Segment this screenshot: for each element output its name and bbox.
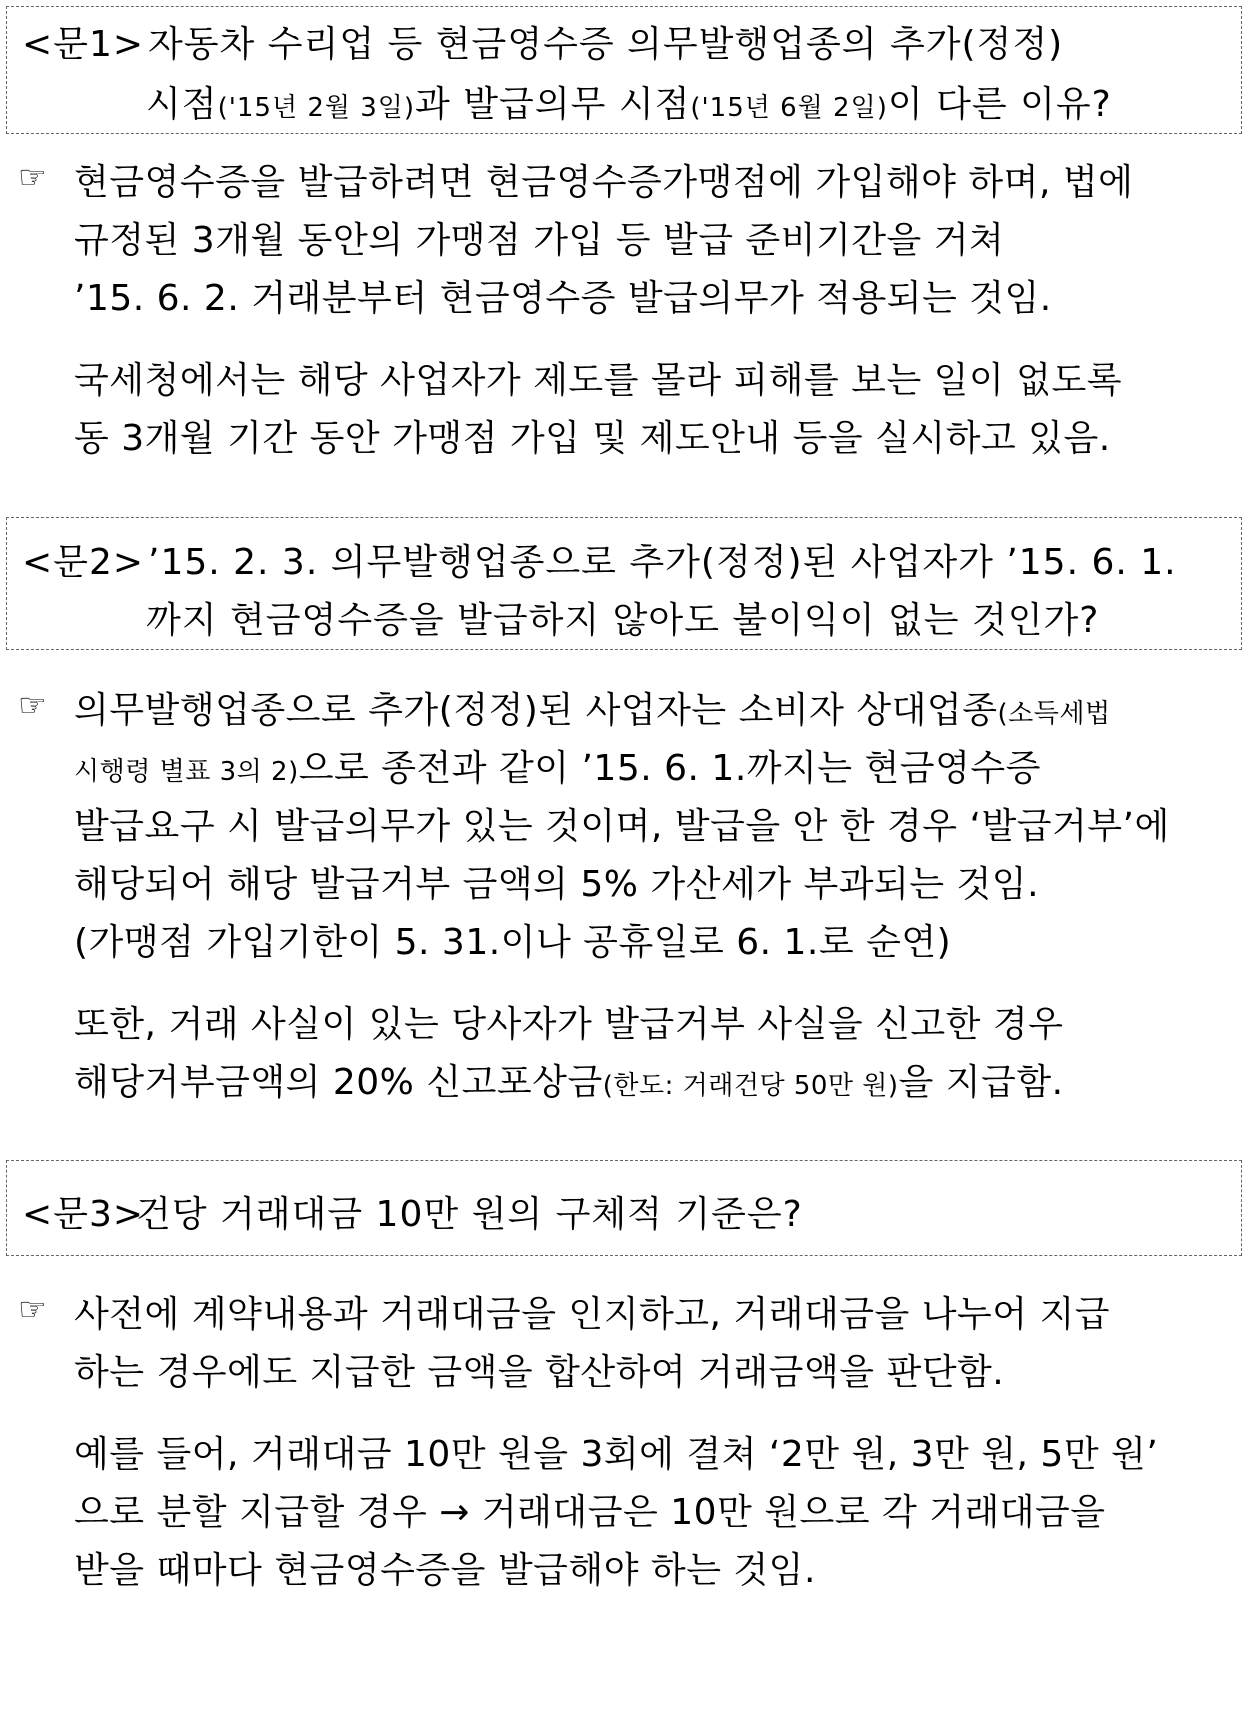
a2-line2-text: 으로 종전과 같이 ’15. 6. 1.까지는 현금영수증 xyxy=(298,748,1041,789)
a2-line2-small: 시행령 별표 3의 2) xyxy=(74,757,299,787)
q1-line2-text-c: 이 다른 이유? xyxy=(887,84,1112,125)
answer-1-line: 규정된 3개월 동안의 가맹점 가입 등 발급 준비기간을 거쳐 xyxy=(74,220,1005,261)
answer-3-hand-icon: ☞ xyxy=(18,1290,47,1328)
a2-line7-small: (한도: 거래건당 50만 원) xyxy=(602,1071,899,1101)
answer-2-line-6: 또한, 거래 사실이 있는 당사자가 발급거부 사실을 신고한 경우 xyxy=(74,1004,1064,1045)
question-3-line-1: 건당 거래대금 10만 원의 구체적 기준은? xyxy=(136,1194,803,1235)
answer-3-line: 예를 들어, 거래대금 10만 원을 3회에 결쳐 ‘2만 원, 3만 원, 5만 원’ xyxy=(74,1434,1159,1475)
a2-line1-small: (소득세법 xyxy=(997,699,1111,729)
answer-2-line-5: (가맹점 가입기한이 5. 31.이나 공휴일로 6. 1.로 순연) xyxy=(74,922,952,963)
answer-1-line: 현금영수증을 발급하려면 현금영수증가맹점에 가입해야 하며, 법에 xyxy=(74,162,1134,203)
answer-3-line: 사전에 계약내용과 거래대금을 인지하고, 거래대금을 나누어 지급 xyxy=(74,1294,1111,1335)
q1-line2-date-a: ('15년 2월 3일) xyxy=(217,93,416,123)
answer-1-line: 국세청에서는 해당 사업자가 제도를 몰라 피해를 보는 일이 없도록 xyxy=(74,360,1122,401)
answer-1-hand-icon: ☞ xyxy=(18,158,47,196)
a2-line7-text-b: 을 지급함. xyxy=(898,1062,1064,1103)
question-1-line-2 xyxy=(146,76,1112,127)
q1-line2-date-b: ('15년 6월 2일) xyxy=(690,93,888,123)
question-2-line-1: ’15. 2. 3. 의무발행업종으로 추가(정정)된 사업자가 ’15. 6. 1. xyxy=(148,542,1177,583)
a2-line7-text-a: 해당거부금액의 20% 신고포상금 xyxy=(74,1062,603,1103)
answer-2-line-3: 발급요구 시 발급의무가 있는 것이며, 발급을 안 한 경우 ‘발급거부’에 xyxy=(74,806,1170,847)
answer-3-line: 으로 분할 지급할 경우 → 거래대금은 10만 원으로 각 거래대금을 xyxy=(74,1492,1106,1533)
answer-3-line: 받을 때마다 현금영수증을 발급해야 하는 것임. xyxy=(74,1550,816,1591)
answer-1-line: ’15. 6. 2. 거래분부터 현금영수증 발급의무가 적용되는 것임. xyxy=(74,278,1052,319)
answer-2-line-1 xyxy=(74,682,1111,733)
question-2-line-2: 까지 현금영수증을 발급하지 않아도 불이익이 없는 것인가? xyxy=(146,600,1100,641)
a2-line1-text: 의무발행업종으로 추가(정정)된 사업자는 소비자 상대업종 xyxy=(74,690,998,731)
question-3-label: <문3> xyxy=(22,1194,145,1235)
question-1-line-1: 자동차 수리업 등 현금영수증 의무발행업종의 추가(정정) xyxy=(148,24,1064,65)
answer-2-line-4: 해당되어 해당 발급거부 금액의 5% 가산세가 부과되는 것임. xyxy=(74,864,1040,905)
answer-2-line-7 xyxy=(74,1054,1064,1105)
answer-1-line: 동 3개월 기간 동안 가맹점 가입 및 제도안내 등을 실시하고 있음. xyxy=(74,418,1111,459)
question-2-label: <문2> xyxy=(22,542,145,583)
answer-3-line: 하는 경우에도 지급한 금액을 합산하여 거래금액을 판단함. xyxy=(74,1352,1005,1393)
question-1-label: <문1> xyxy=(22,24,145,65)
q1-line2-text-a: 시점 xyxy=(146,84,218,125)
answer-2-line-2 xyxy=(74,740,1041,791)
q1-line2-text-b: 과 발급의무 시점 xyxy=(415,84,691,125)
answer-2-hand-icon: ☞ xyxy=(18,686,47,724)
